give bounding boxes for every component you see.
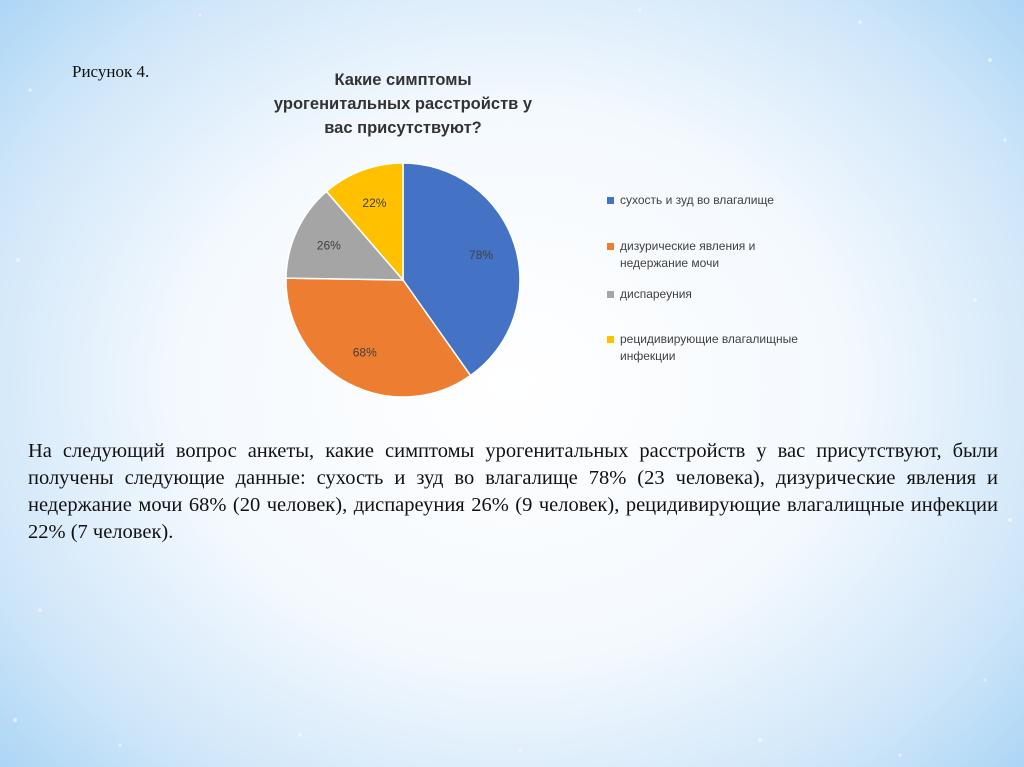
legend-item (607, 331, 810, 365)
pie-data-label: 68% (352, 345, 377, 360)
pie-data-label: 26% (316, 238, 341, 253)
pie-data-label: 22% (362, 196, 387, 211)
legend-item (607, 192, 810, 209)
legend-item (607, 238, 810, 272)
legend-swatch (607, 197, 614, 204)
chart-title: Какие симптомы урогенитальных расстройств у вас присутствуют? (273, 71, 533, 137)
legend-swatch (607, 291, 614, 298)
legend-swatch (607, 336, 614, 343)
legend-label: диспареуния (620, 287, 692, 301)
figure-label: Рисунок 4. (72, 62, 150, 81)
pie-data-label: 78% (469, 248, 494, 263)
legend-label: рецидивирующие влагалищные инфекции (620, 332, 798, 363)
legend-label: дизурические явления и недержание мочи (620, 239, 756, 270)
legend-item (607, 286, 810, 303)
legend-label: сухость и зуд во влагалище (620, 193, 774, 207)
body-paragraph: На следующий вопрос анкеты, какие симптомы урогенитальных расстройств у вас присутствуют, были получены следующие данные: сухость и зуд во влагалище 78% (23 человека), дизурические явления и недержание мочи 68% (20 человек), диспареуния 26% (9 человек), рецидивирующие влагалищные инфекции 22% (7 человек). (28, 440, 998, 543)
legend-swatch (607, 243, 614, 250)
